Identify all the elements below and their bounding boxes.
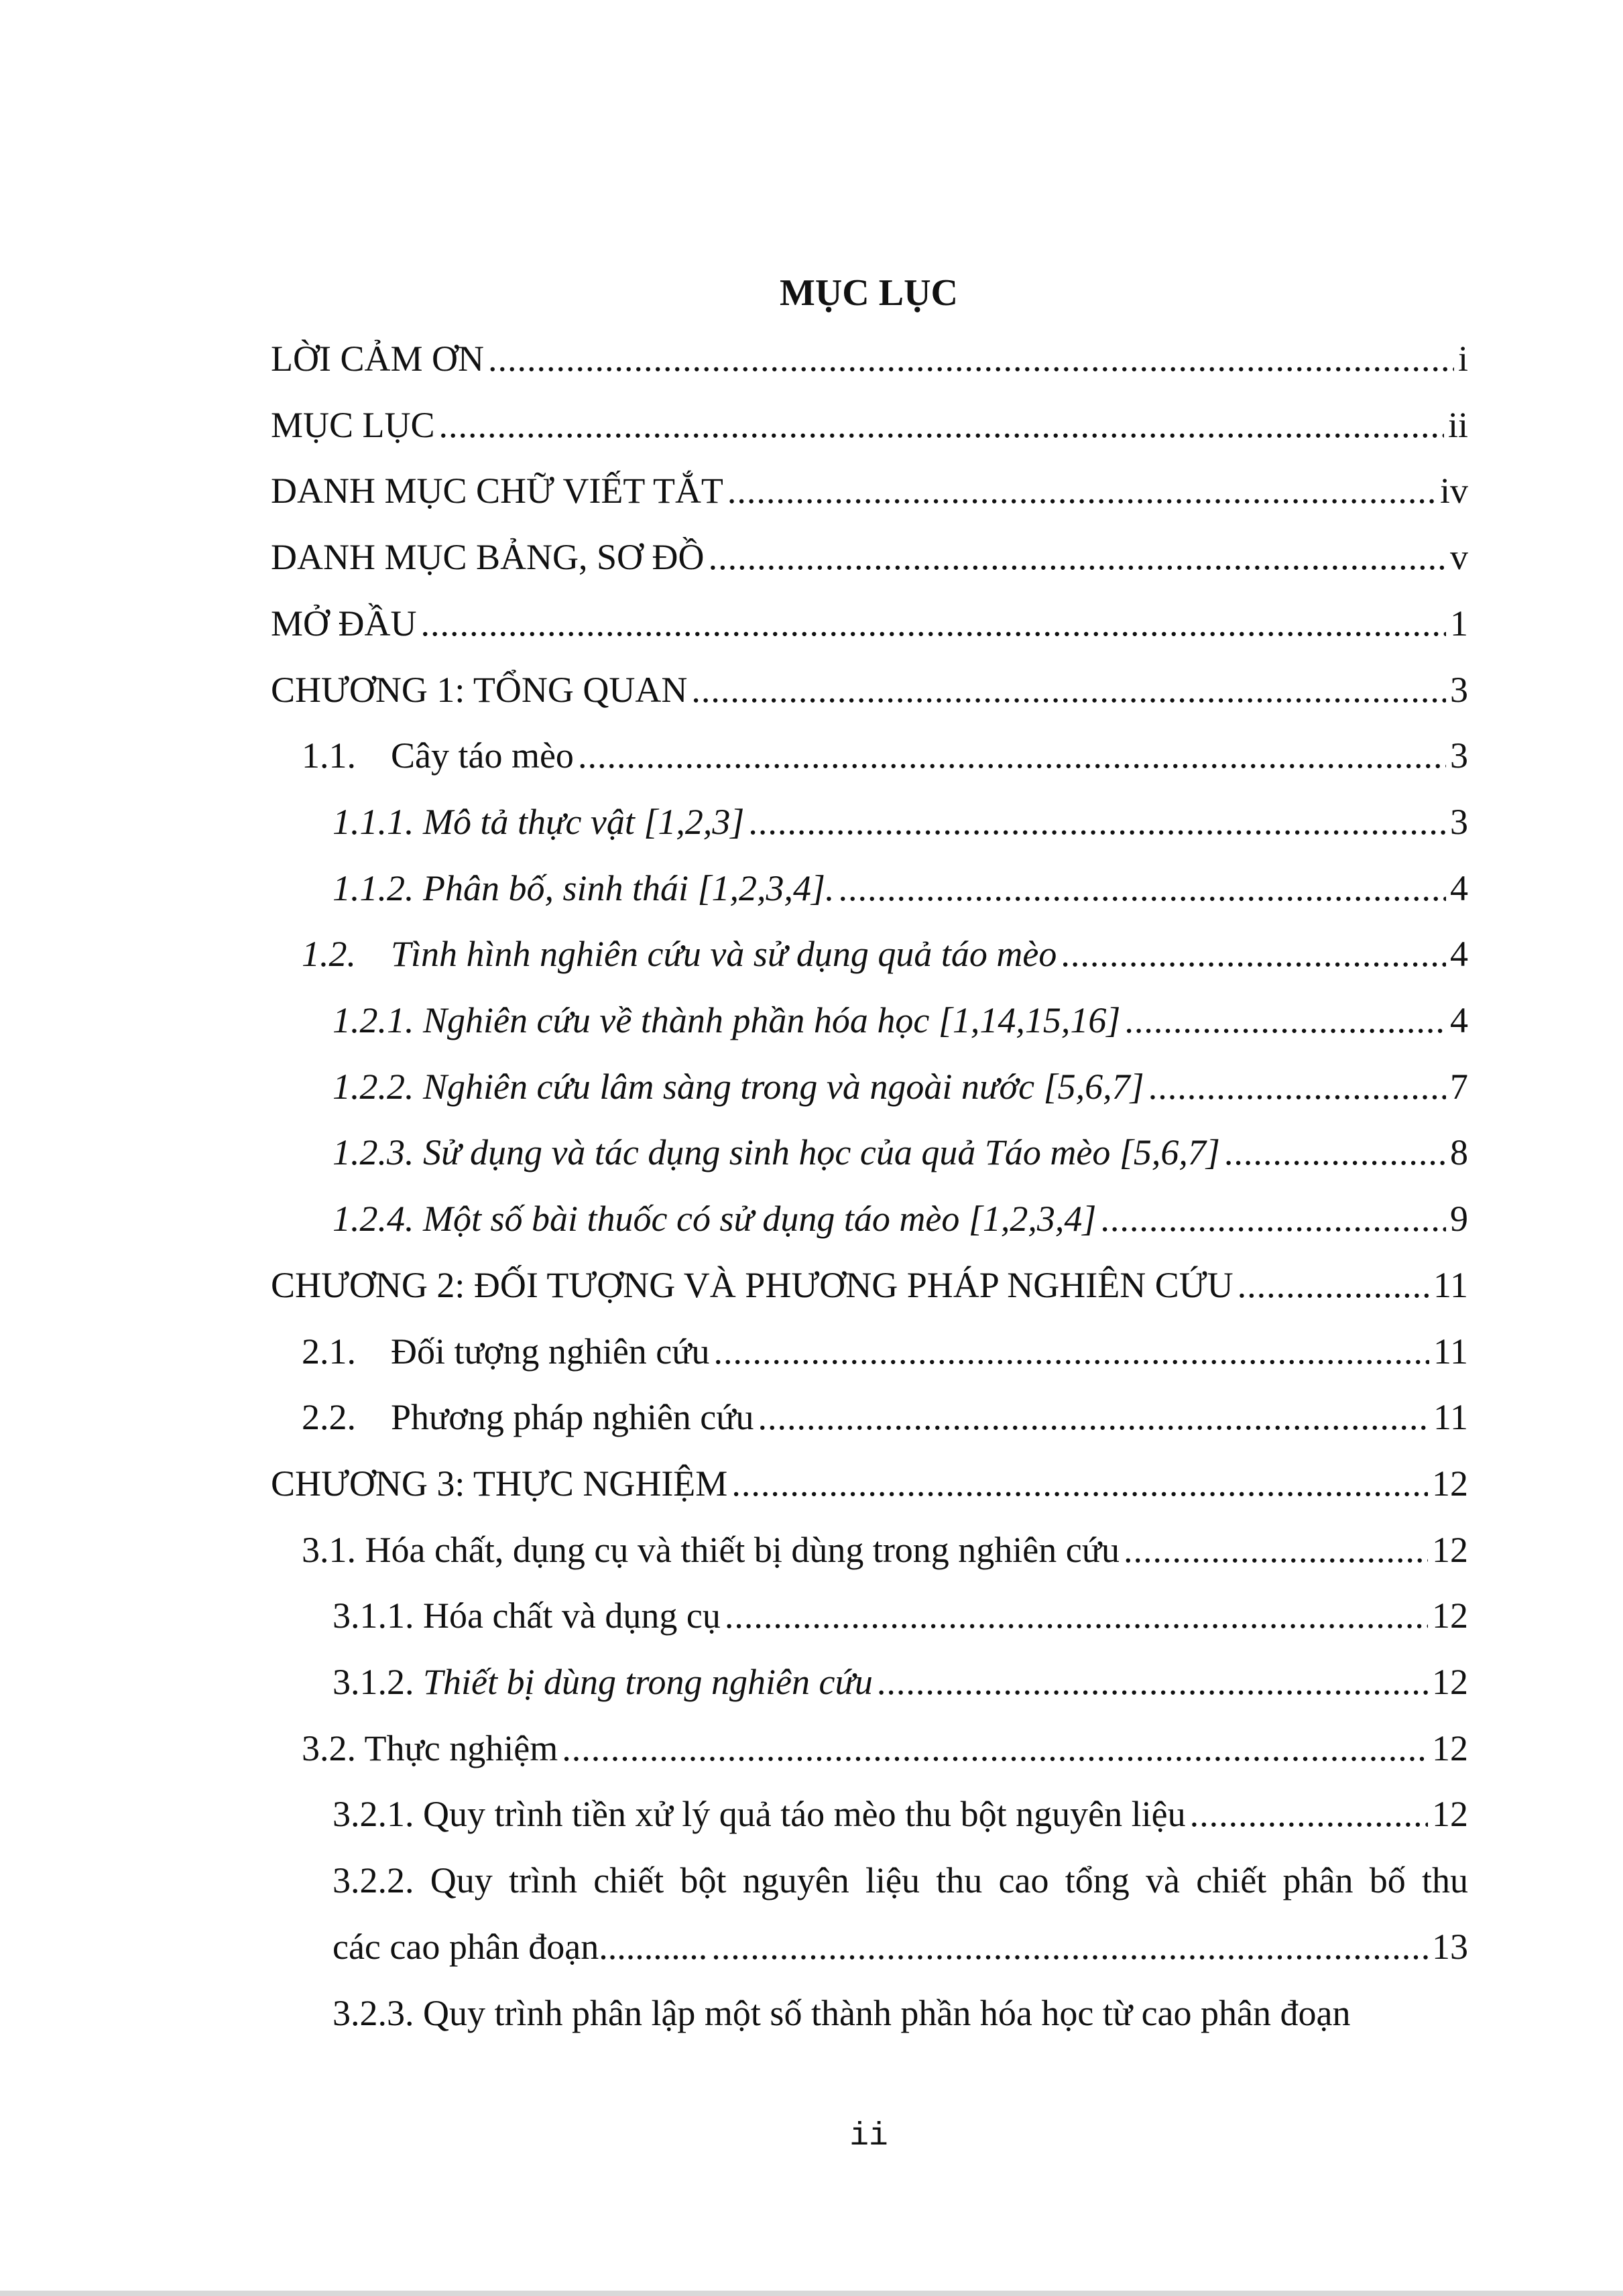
toc-entry-number: 2.1. [302,1331,356,1372]
toc-entry-page: 3 [1450,801,1468,842]
toc-entry-page: 12 [1432,1794,1468,1835]
dot-leader [1124,987,1446,1054]
toc-entry[interactable] [333,1980,1468,2047]
toc-entry-title: DANH MỤC CHỮ VIẾT TẮT [271,471,723,511]
toc-entry-title: 1.2.3. Sử dụng và tác dụng sinh học của quả Táo mèo [5,6,7] [333,1132,1220,1173]
toc-entry-label [271,591,417,657]
toc-entry-page: ii [1447,404,1468,445]
toc-entry-page: i [1457,339,1468,379]
toc-entry[interactable] [271,458,1468,524]
toc-entry-page: 11 [1433,1264,1468,1305]
toc-entry-title: 1.2.4. Một số bài thuốc có sử dụng táo mèo [1,2,3,4] [333,1199,1097,1240]
toc-entry-title: CHƯƠNG 1: TỔNG QUAN [271,669,688,710]
dot-leader [488,326,1454,392]
toc-entry-number: 1.1. [302,735,356,776]
toc-entry[interactable] [302,1384,1468,1451]
dot-leader [711,1914,1428,1980]
toc-entry-page: 12 [1432,1529,1468,1570]
toc-entry[interactable] [271,657,1468,723]
toc-entry-page: 4 [1450,934,1468,975]
toc-entry[interactable] [333,789,1468,855]
toc-entry-page: 8 [1450,1132,1468,1173]
dot-leader [1100,1186,1446,1252]
toc-entry-title-italic: Thiết bị dùng trong nghiên cứu [423,1662,873,1702]
toc-entry[interactable] [333,987,1468,1054]
toc-entry-title: MỤC LỤC [271,404,435,445]
dot-leader [578,723,1446,789]
toc-entry-title: 3.1.1. Hóa chất và dụng cụ [333,1595,721,1636]
toc-entry-label [271,458,723,524]
toc-entry[interactable] [271,1451,1468,1517]
toc-entry-title: LỜI CẢM ƠN [271,339,484,379]
toc-entry-number: 2.2. [302,1397,356,1438]
toc-entry-page: 4 [1450,1000,1468,1040]
toc-entry-title: Cây táo mèo [391,735,574,776]
dot-leader [1124,1517,1428,1583]
dot-leader [727,458,1436,524]
toc-entry-title: 1.2.2. Nghiên cứu lâm sàng trong và ngoài nước [5,6,7] [333,1066,1144,1107]
page-bottom-divider [0,2291,1623,2296]
dot-leader [877,1649,1428,1715]
page-number: ii [849,2118,888,2155]
toc-entry-page: 3 [1450,669,1468,710]
toc-entry-title: DANH MỤC BẢNG, SƠ ĐỒ [271,537,705,578]
toc-entry-page: iv [1439,471,1468,511]
toc-entry-page: 4 [1450,867,1468,908]
toc-entry-page: 7 [1450,1066,1468,1107]
page-title: MỤC LỤC [780,272,958,314]
toc-entry-label [302,723,574,789]
dot-leader [562,1715,1428,1782]
toc-entry-title: 3.2.1. Quy trình tiền xử lý quả táo mèo thu bột nguyên liệu [333,1794,1186,1835]
dot-leader [714,1319,1429,1385]
toc-entry-number: 1.2. [302,934,356,975]
toc-entry-label [333,987,1120,1054]
dot-leader [725,1583,1428,1649]
dot-leader [709,524,1446,591]
toc-entry-title: 3.1.2. [333,1662,414,1702]
toc-entry-label [333,1649,873,1715]
toc-entry-label [271,657,687,723]
toc-entry[interactable] [302,1715,1468,1782]
toc-entry[interactable] [333,1848,1468,1914]
dot-leader [439,392,1444,459]
toc-entry[interactable] [333,1120,1468,1186]
toc-entry[interactable] [333,1781,1468,1848]
toc-entry[interactable] [271,392,1468,459]
toc-entry-label [333,1186,1096,1252]
toc-entry-title: 3.2. Thực nghiệm [302,1728,558,1768]
toc-entry[interactable] [302,1319,1468,1385]
toc-entry[interactable] [302,921,1468,987]
toc-entry-title: Đối tượng nghiên cứu [391,1331,710,1372]
toc-entry-page: 13 [1432,1926,1468,1967]
toc-entry-label [333,1583,721,1649]
toc-entry-label [302,1319,710,1385]
toc-entry-title: 3.1. Hóa chất, dụng cụ và thiết bị dùng trong nghiên cứu [302,1529,1120,1570]
toc-entry-page: 1 [1450,603,1468,644]
toc-entry-continuation[interactable] [333,1914,1468,1980]
toc-entry[interactable] [333,1583,1468,1649]
dot-leader [691,657,1446,723]
dot-leader [748,789,1446,855]
dot-leader [839,855,1446,922]
toc-entry-label [302,921,1057,987]
toc-entry-page: 9 [1450,1199,1468,1240]
dot-leader [1148,1054,1446,1120]
toc-entry-label [271,326,484,392]
toc-entry-page: 11 [1433,1331,1468,1372]
toc-entry-continuation-text: các cao phân đoạn............ [333,1926,708,1967]
toc-entry-label [271,392,435,459]
dot-leader [1238,1252,1429,1319]
toc-entry-title: Phương pháp nghiên cứu [391,1397,754,1438]
toc-entry-label [271,524,705,591]
toc-entry-page: 12 [1432,1595,1468,1636]
toc-entry-page: 11 [1433,1397,1468,1438]
toc-entry[interactable] [333,1186,1468,1252]
toc-entry-label [333,1980,1350,2047]
toc-entry-label [333,1120,1220,1186]
toc-entry-page: v [1450,537,1468,578]
toc-entry-title: 1.1.1. Mô tả thực vật [1,2,3] [333,801,745,842]
toc-entry[interactable] [333,1649,1468,1715]
toc-entry[interactable] [271,326,1468,392]
toc-entry[interactable] [271,524,1468,591]
dot-leader [1190,1781,1428,1848]
toc-entry[interactable] [271,1252,1468,1319]
toc-entry-title: Tình hình nghiên cứu và sử dụng quả táo mèo [391,934,1057,975]
toc-entry-label [302,1384,754,1451]
dot-leader [421,591,1446,657]
toc-entry[interactable] [333,855,1468,922]
toc-entry-label [333,1781,1186,1848]
toc-entry-label [271,1451,727,1517]
toc-entry[interactable] [302,1517,1468,1583]
toc-entry-title: CHƯƠNG 2: ĐỐI TƯỢNG VÀ PHƯƠNG PHÁP NGHIÊN CỨU [271,1264,1234,1305]
toc-entry-label [333,1848,1468,1914]
toc-entry-page: 3 [1450,735,1468,776]
toc-entry-label [333,789,744,855]
toc-entry-title: 1.1.2. Phân bố, sinh thái [1,2,3,4]. [333,867,835,908]
toc-entry-title: 3.2.3. Quy trình phân lập một số thành phần hóa học từ cao phân đoạn [333,1992,1351,2033]
toc-entry-page: 12 [1432,1662,1468,1702]
toc-entry[interactable] [333,1054,1468,1120]
toc-entry-label [302,1715,558,1782]
dot-leader [1061,921,1446,987]
toc-entry[interactable] [271,591,1468,657]
toc-entry-label [271,1252,1234,1319]
toc-entry-title: MỞ ĐẦU [271,603,417,644]
toc-entry-title: 1.2.1. Nghiên cứu về thành phần hóa học [1,14,15,16] [333,1000,1121,1040]
toc-entry-title: 3.2.2. Quy trình chiết bột nguyên liệu thu cao tổng và chiết phân bố thu [333,1860,1468,1901]
toc-entry-label [333,855,835,922]
toc-entry-page: 12 [1432,1728,1468,1768]
toc-entry-title: CHƯƠNG 3: THỰC NGHIỆM [271,1463,728,1504]
toc-entry[interactable] [302,723,1468,789]
toc-entry-label [333,1054,1144,1120]
toc-entry-label [302,1517,1120,1583]
dot-leader [731,1451,1428,1517]
dot-leader [1224,1120,1446,1186]
dot-leader [758,1384,1429,1451]
toc-entry-page: 12 [1432,1463,1468,1504]
